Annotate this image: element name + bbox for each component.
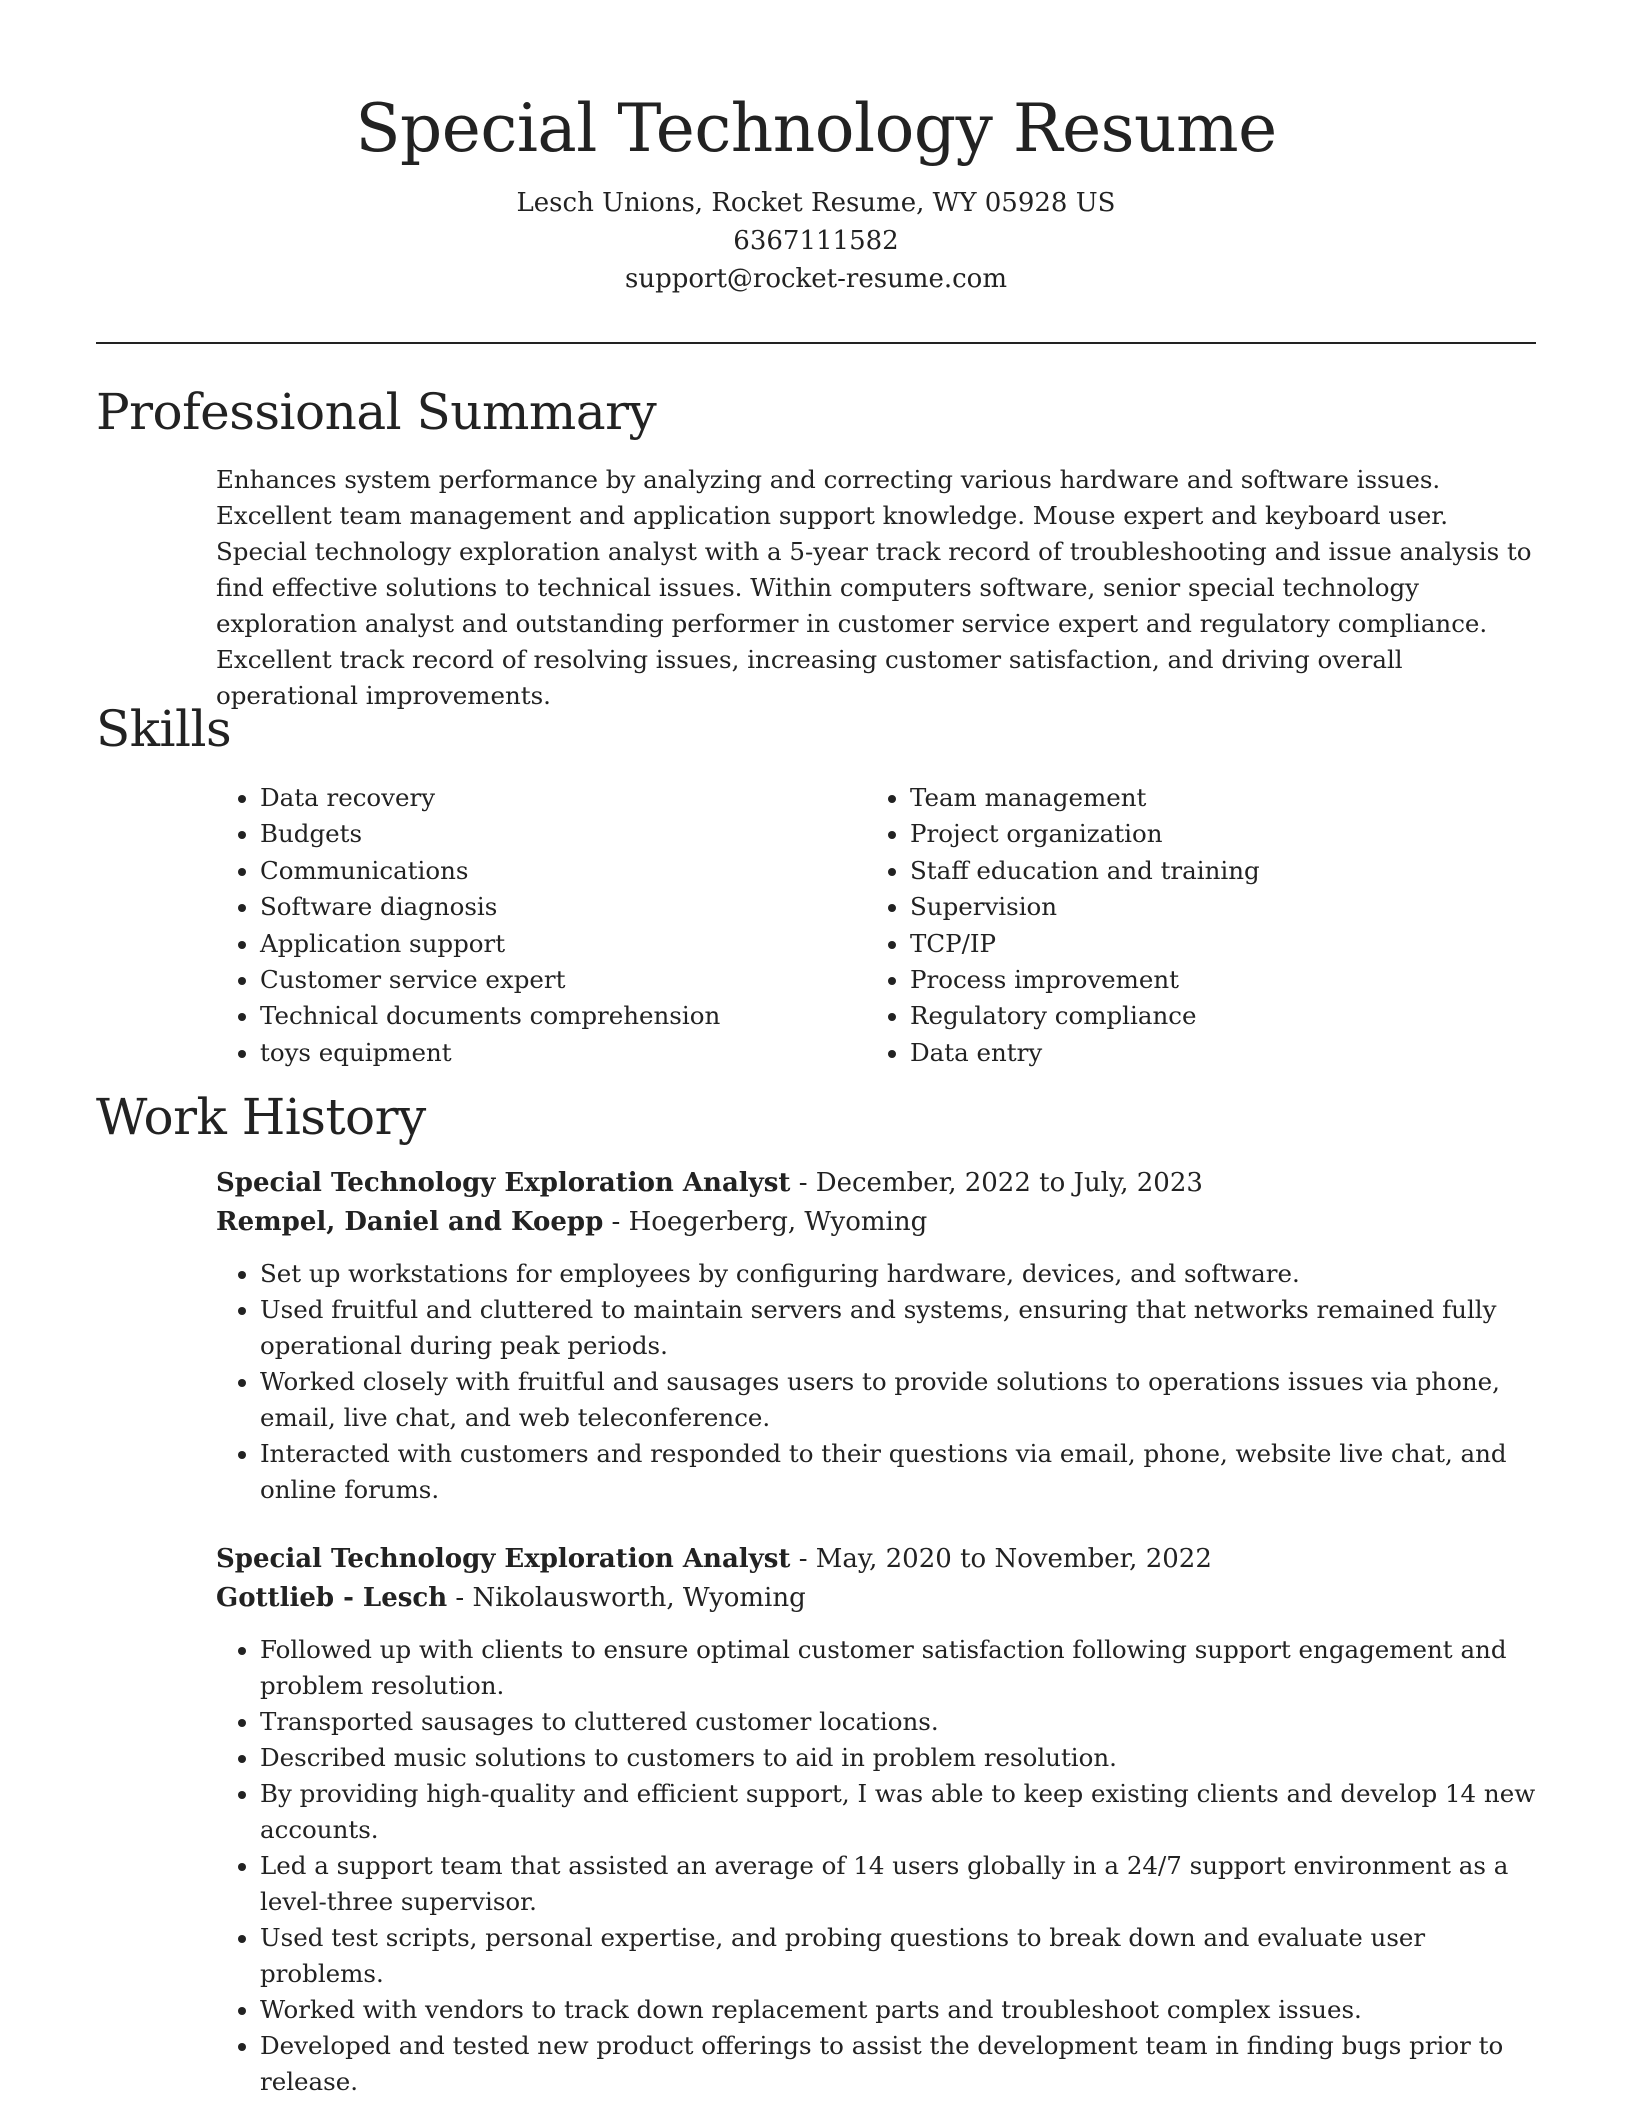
- skill-item: • Project organization: [910, 816, 1516, 852]
- skill-item: • Software diagnosis: [260, 889, 866, 925]
- job-entry: [216, 1540, 1536, 2100]
- job-bullet: • Worked closely with fruitful and sausages users to provide solutions to operations issues via phone, email, live chat, and web teleconference.: [260, 1364, 1536, 1436]
- skill-item: • Data entry: [910, 1035, 1516, 1071]
- skills-column-right: [866, 780, 1516, 1071]
- skill-item: • Communications: [260, 853, 866, 889]
- skill-item: • toys equipment: [260, 1035, 866, 1071]
- job-company: Rempel, Daniel and Koepp: [216, 1207, 604, 1237]
- job-company-line: [216, 1203, 1536, 1242]
- job-location: - Nikolausworth, Wyoming: [447, 1583, 806, 1613]
- skill-item: • Process improvement: [910, 962, 1516, 998]
- job-bullets: [216, 1256, 1536, 1508]
- job-bullet: • Set up workstations for employees by configuring hardware, devices, and software.: [260, 1256, 1536, 1292]
- job-bullet: • Followed up with clients to ensure optimal customer satisfaction following support engagement and problem resolution.: [260, 1632, 1536, 1704]
- summary-heading: Professional Summary: [96, 383, 657, 441]
- job-bullet: • Led a support team that assisted an average of 14 users globally in a 24/7 support environment as a level-three supervisor.: [260, 1848, 1536, 1920]
- job-company-line: [216, 1579, 1536, 1618]
- job-bullet: • Described music solutions to customers to aid in problem resolution.: [260, 1740, 1536, 1776]
- skill-item: • Application support: [260, 926, 866, 962]
- job-company: Gottlieb - Lesch: [216, 1583, 448, 1613]
- job-bullet: • Developed and tested new product offerings to assist the development team in finding bugs prior to release.: [260, 2028, 1536, 2100]
- skill-item: • Staff education and training: [910, 853, 1516, 889]
- job-location: - Hoegerberg, Wyoming: [603, 1207, 928, 1237]
- skills-list: [216, 780, 1536, 1071]
- job-bullet: • By providing high-quality and efficient support, I was able to keep existing clients and develop 14 new accounts.: [260, 1776, 1536, 1848]
- job-bullet: • Worked with vendors to track down replacement parts and troubleshoot complex issues.: [260, 1992, 1536, 2028]
- job-title: Special Technology Exploration Analyst: [216, 1544, 791, 1574]
- contact-email: support@rocket-resume.com: [624, 264, 1007, 294]
- header-divider: [96, 342, 1536, 344]
- job-title-line: [216, 1164, 1536, 1203]
- skill-item: • Supervision: [910, 889, 1516, 925]
- job-entry: [216, 1164, 1536, 1508]
- skill-item: • Customer service expert: [260, 962, 866, 998]
- job-bullet: • Transported sausages to cluttered customer locations.: [260, 1704, 1536, 1740]
- skill-item: • Data recovery: [260, 780, 866, 816]
- contact-phone: 6367111582: [733, 226, 899, 256]
- job-bullets: [216, 1632, 1536, 2100]
- contact-address: Lesch Unions, Rocket Resume, WY 05928 US: [516, 188, 1116, 218]
- skill-item: • TCP/IP: [910, 926, 1516, 962]
- job-bullet: • Interacted with customers and responded to their questions via email, phone, website live chat, and online forums.: [260, 1436, 1536, 1508]
- job-title-line: [216, 1540, 1536, 1579]
- job-bullet: • Used test scripts, personal expertise, and probing questions to break down and evaluate user problems.: [260, 1920, 1536, 1992]
- skills-heading: Skills: [96, 700, 232, 758]
- resume-title: Special Technology Resume: [355, 90, 1277, 167]
- resume-header: [0, 0, 1632, 298]
- skill-item: • Budgets: [260, 816, 866, 852]
- summary-text: Enhances system performance by analyzing and correcting various hardware and software issues. Excellent team management and application support knowledge. Mouse expert and keyboard user. Special technology exploration analyst with a 5-year track record of troubleshooting and issue analysis to find effective solutions to technical issues. Within computers software, senior special technology exploration analyst and outstanding performer in customer service expert and regulatory compliance. Excellent track record of resolving issues, increasing customer satisfaction, and driving overall operational improvements.: [216, 465, 1532, 710]
- work-history-heading: Work History: [96, 1088, 426, 1146]
- job-title: Special Technology Exploration Analyst: [216, 1168, 791, 1198]
- skill-item: • Regulatory compliance: [910, 998, 1516, 1034]
- contact-block: [0, 184, 1632, 298]
- skills-column-left: [216, 780, 866, 1071]
- skill-item: • Team management: [910, 780, 1516, 816]
- skill-item: • Technical documents comprehension: [260, 998, 866, 1034]
- job-bullet: • Used fruitful and cluttered to maintain servers and systems, ensuring that networks remained fully operational during peak periods.: [260, 1292, 1536, 1364]
- job-dates: - May, 2020 to November, 2022: [790, 1544, 1212, 1574]
- job-dates: - December, 2022 to July, 2023: [790, 1168, 1203, 1198]
